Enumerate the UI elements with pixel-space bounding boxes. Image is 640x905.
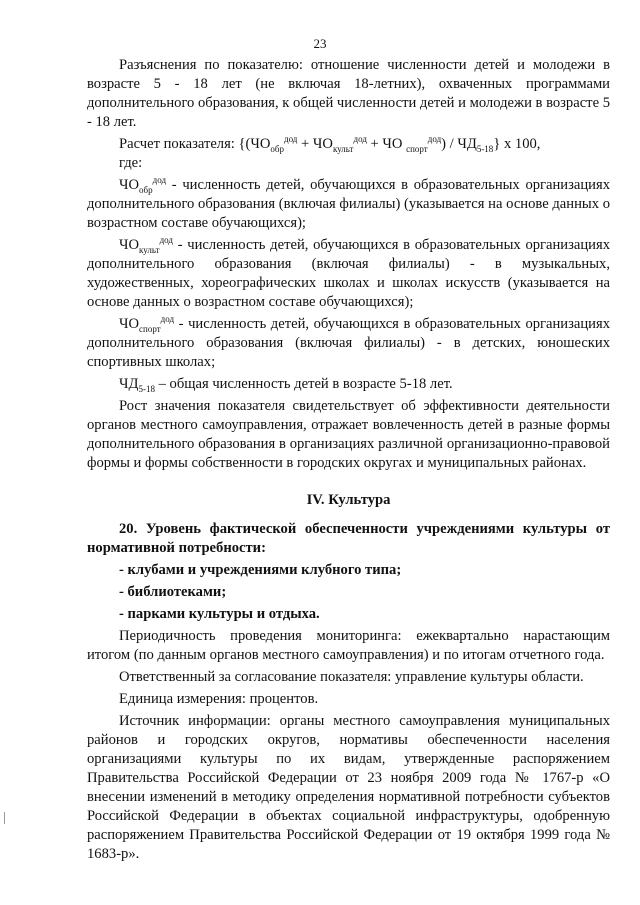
formula-line [87,135,610,154]
paragraph-periodicity: Периодичность проведения мониторинга: ежеквартально нарастающим итогом (по данным органов местного самоуправления) и по итогам отчетного года. [87,628,610,663]
indicator-item: - парками культуры и отдыха. [119,606,320,622]
definition-cho-sport [87,315,610,372]
paragraph-source: Источник информации: органы местного самоуправления муниципальных районов и городских округов, нормативы обеспеченности населения организациями культуры по их видам, утвержденные распоряжением Правительства Российской Федерации от 23 ноября 2009 года № 1767-р «О внесении изменений в методику определения нормативной потребности субъектов Российской Федерации в объектах социальной инфраструктуры, одобренную распоряжением Правительства Российской Федерации от 19 октября 1999 года № 1683-р». [87,713,610,862]
formula-term: ) / ЧД [441,136,477,152]
definition-symbol: ЧО [119,237,140,253]
definition-sub: спорт [139,323,161,334]
definition-sub: 5-18 [138,383,155,394]
section-heading: IV. Культура [306,492,391,508]
definition-cho-obr [87,176,610,233]
scan-edge-mark [4,812,5,824]
formula-term: + ЧО [366,136,407,152]
definition-symbol: ЧО [119,177,140,193]
indicator-item: - клубами и учреждениями клубного типа; [119,562,402,578]
page-number: 23 [313,36,327,51]
page-content [87,56,610,864]
definition-sup: дод [160,314,175,325]
definition-sub: обр [139,184,153,195]
definition-text: - численность детей, обучающихся в образовательных организациях дополнительного образования (включая филиалы) - в музыкальных, художественных, хореографических школах и школах искусств (указывается на основе данных о возрастном составе обучающихся); [87,237,610,310]
formula-sub: обр [270,143,284,154]
formula-sub: культ [332,143,354,154]
formula-term: + ЧО [297,136,333,152]
definition-sup: дод [152,175,167,186]
definition-text: - численность детей, обучающихся в образовательных организациях дополнительного образования (включая филиалы) - в детских, юношеских спортивных школах; [87,316,610,370]
definition-symbol: ЧО [119,316,140,332]
formula-sup: дод [283,134,298,145]
indicator-item: - библиотеками; [119,584,227,600]
paragraph-explanation: Разъяснения по показателю: отношение численности детей и молодежи в возрасте 5 - 18 лет (не включая 18-летних), охваченных программами дополнительного образования, к общей численности детей и молодежи в возрасте 5 - 18 лет. [87,57,610,130]
formula-sub: 5-18 [476,143,494,154]
where-label: где: [119,155,143,171]
definition-symbol: ЧД [119,376,139,392]
indicator-title: 20. Уровень фактической обеспеченности учреждениями культуры от нормативной потребности: [87,521,610,556]
definition-sup: дод [159,235,173,246]
formula-sub: спорт [406,143,428,154]
definition-cho-kult [87,236,610,312]
formula-sup: дод [353,134,367,145]
paragraph-unit: Единица измерения: процентов. [119,691,319,707]
formula-sup: дод [427,134,442,145]
formula-label: Расчет показателя: {(ЧО [119,136,271,152]
definition-chd [87,375,610,394]
definition-text: - численность детей, обучающихся в образовательных организациях дополнительного образования (включая филиалы) (указывается на основе данных о возрастном составе обучающихся); [87,177,610,231]
paragraph-growth: Рост значения показателя свидетельствует об эффективности деятельности органов местного самоуправления, отражает вовлеченность детей в разные формы дополнительного образования в организациях различной организационно-правовой формы и формы собственности в городских округах и муниципальных районах. [87,398,610,471]
formula-end: } х 100, [493,136,541,152]
definition-text: – общая численность детей в возрасте 5-18 лет. [154,376,453,392]
definition-sub: культ [139,244,160,255]
paragraph-responsible: Ответственный за согласование показателя: управление культуры области. [119,669,584,685]
